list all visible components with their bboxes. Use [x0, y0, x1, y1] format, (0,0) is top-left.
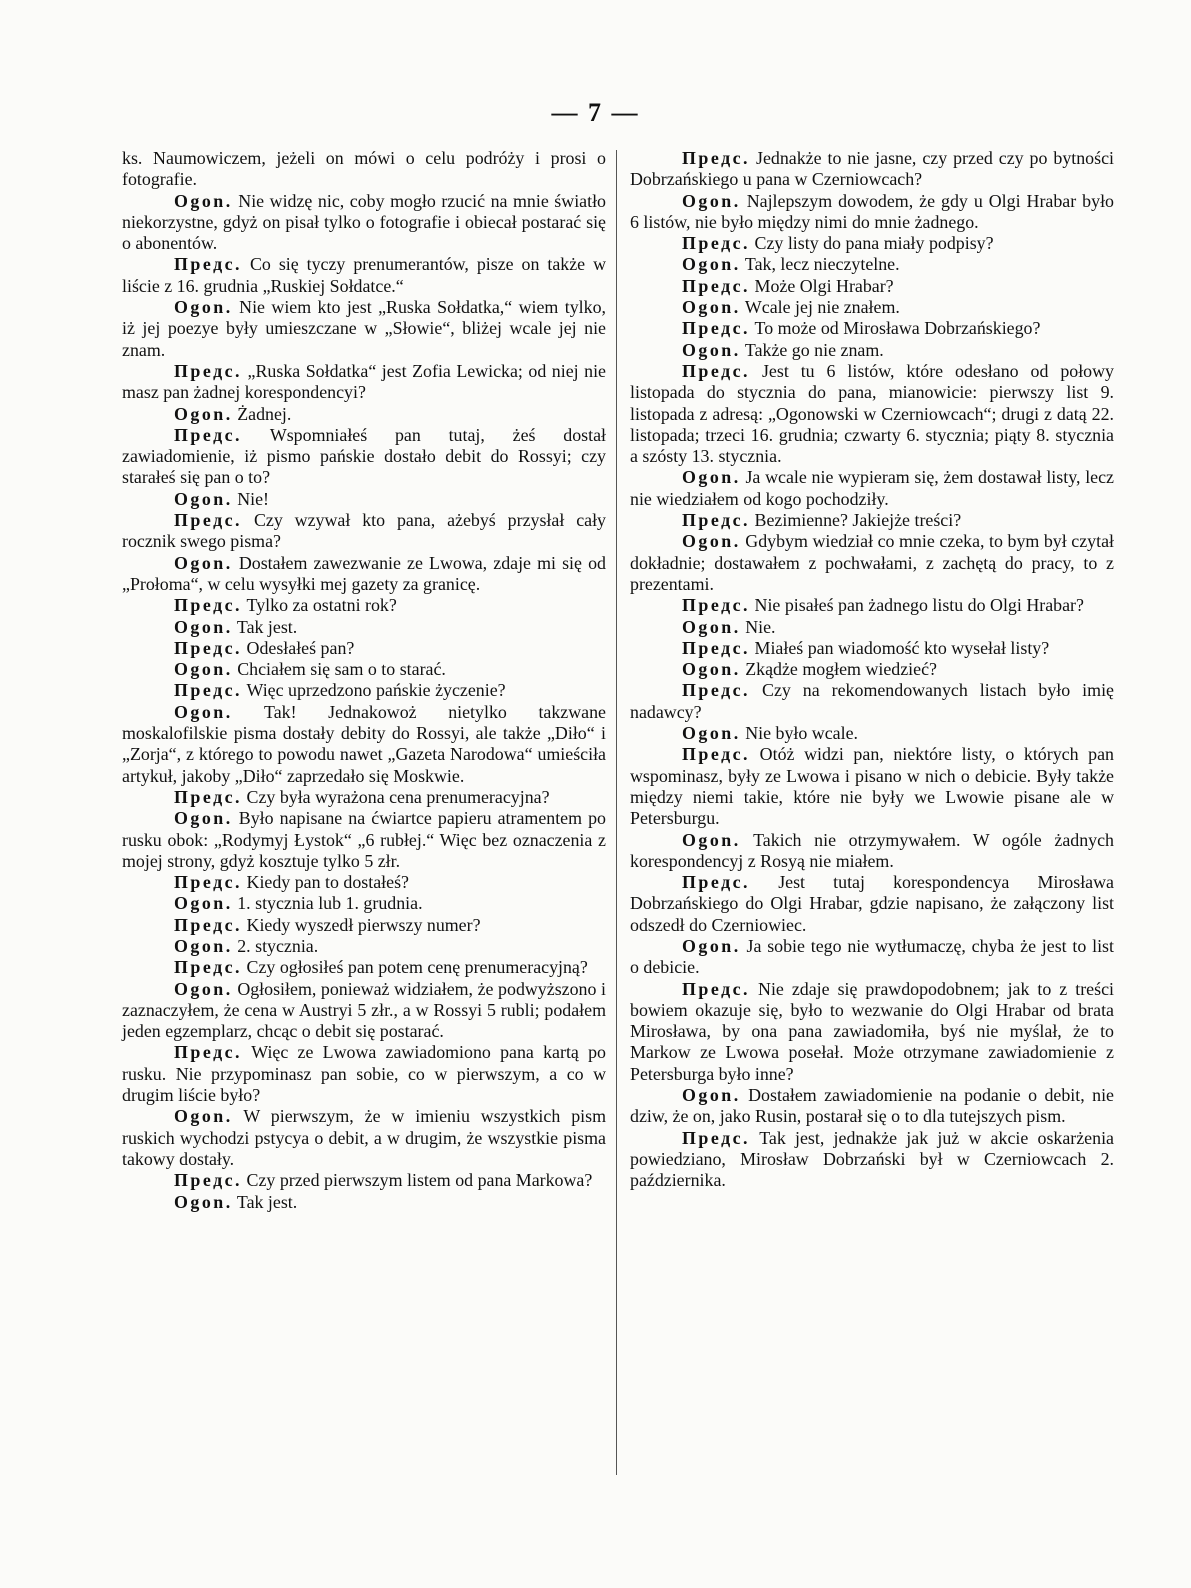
paragraph-text: Nie zdaje się prawdopodobnem; jak to z treści bowiem okazuje się, było to wezwanie do Olgi Hrabar od brata Mirosława, by ona pana zawiadomiła, byś nie myślał, że to Markow ze Lwowa posełał. Może otrzymane zawiadomienie z Petersburga było inne? [630, 978, 1114, 1084]
speaker-label: Ogon. [682, 254, 741, 275]
speaker-label: Предс. [174, 360, 243, 381]
paragraph-text: Kiedy pan to dostałeś? [246, 872, 409, 893]
paragraph [122, 1106, 606, 1170]
paragraph [122, 979, 606, 1043]
paragraph-text: Nie. [745, 616, 776, 637]
paragraph [630, 318, 1114, 339]
speaker-label: Ogon. [174, 1106, 233, 1127]
paragraph [630, 1085, 1114, 1128]
speaker-label: Предс. [174, 424, 243, 445]
paragraph [122, 638, 606, 659]
speaker-label: Ogon. [174, 190, 233, 211]
paragraph-text: Tylko za ostatni rok? [246, 595, 397, 616]
paragraph [630, 936, 1114, 979]
paragraph [630, 638, 1114, 659]
paragraph [122, 425, 606, 489]
speaker-label: Ogon. [174, 616, 233, 637]
paragraph-text: Tak jest. [236, 1191, 298, 1212]
paragraph [630, 531, 1114, 595]
paragraph-text: Gdybym wiedział co mnie czeka, to bym był czytał dokładnie; dostawałem z pochwałami, z zachętą do pracy, to z prezentami. [630, 531, 1114, 594]
speaker-label: Предс. [174, 914, 243, 935]
paragraph-text: Nie widzę nic, coby mogło rzucić na mnie światło niekorzystne, gdyż on pisał tylko o fotografie i obiecał postarać się o abonentów. [122, 190, 606, 254]
paragraph-text: Dostałem zawiadomienie na podanie o debit, nie dziw, że on, jako Rusin, postarał się o to dla tutejszych pism. [630, 1085, 1114, 1127]
paragraph [122, 872, 606, 893]
paragraph-text: „Ruska Sołdatka“ jest Zofia Lewicka; od niej nie masz pan żadnej korespondencyi? [122, 360, 606, 403]
paragraph [630, 276, 1114, 297]
paragraph-text: Dostałem zawezwanie ze Lwowa, zdaje mi się od „Prołoma“, w celu wysyłki mej gazety za granicę. [122, 552, 606, 594]
speaker-label: Ogon. [174, 935, 233, 956]
paragraph-text: Czy przed pierwszym listem od pana Markowa? [246, 1170, 593, 1191]
paragraph-text: Co się tyczy prenumerantów, pisze on także w liście z 16. grudnia „Ruskiej Sołdatce.“ [122, 254, 606, 296]
paragraph-text: Wcale jej nie znałem. [744, 297, 900, 318]
column-divider [616, 150, 617, 1475]
paragraph-text: Może Olgi Hrabar? [754, 275, 894, 296]
speaker-label: Ogon. [682, 616, 741, 637]
paragraph-text: Tak! Jednakowoż nietylko takzwane moskalofilskie pisma dostały debity do Rossyi, ale także „Diło“ i „Zorja“, z którego to powodu nawet „Gazeta Narodowa“ umieściła artykuł, jakoby „Diło“ zaprzedało się Moskwie. [122, 701, 606, 786]
speaker-label: Ogon. [682, 339, 741, 360]
paragraph-text: ks. Naumowiczem, jeżeli on mówi o celu podróży i prosi o fotografie. [122, 148, 606, 190]
paragraph [122, 404, 606, 425]
paragraph [630, 254, 1114, 275]
speaker-label: Ogon. [174, 552, 233, 573]
paragraph [122, 489, 606, 510]
speaker-label: Предс. [174, 1170, 243, 1191]
paragraph [630, 872, 1114, 936]
speaker-label: Предс. [682, 680, 751, 701]
speaker-label: Ogon. [682, 531, 741, 552]
paragraph-text: Więc uprzedzono pańskie życzenie? [246, 680, 506, 701]
speaker-label: Предс. [682, 872, 751, 893]
speaker-label: Ogon. [682, 935, 741, 956]
paragraph [630, 617, 1114, 638]
paragraph-text: Nie! [237, 488, 270, 509]
paragraph-text: Ogłosiłem, ponieważ widziałem, że podwyższono i zaznaczyłem, że cena w Austryi 5 złr., a w Rossyi 5 rubli; podałem jeden egzemplarz, chcąc o debit się postarać. [122, 978, 606, 1042]
paragraph [630, 510, 1114, 531]
paragraph [122, 254, 606, 297]
paragraph [630, 297, 1114, 318]
speaker-label: Ogon. [682, 297, 741, 318]
paragraph [122, 1192, 606, 1213]
paragraph-text: Było napisane na ćwiartce papieru atramentem po rusku obok: „Rodymyj Łystok“ „6 rubłej.“ Więc bez oznaczenia z mojej strony, gdyż kosztuje tylko 5 złr. [122, 808, 606, 871]
speaker-label: Ogon. [682, 1085, 741, 1106]
speaker-label: Предс. [682, 148, 751, 168]
speaker-label: Предс. [682, 744, 751, 765]
speaker-label: Предс. [174, 254, 243, 275]
paragraph-text: Nie pisałeś pan żadnego listu do Olgi Hrabar? [754, 595, 1084, 616]
paragraph [122, 808, 606, 872]
paragraph-text: Zkądże mogłem wiedzieć? [745, 659, 937, 680]
speaker-label: Предс. [174, 957, 243, 978]
paragraph-text: Nie wiem kto jest „Ruska Sołdatka,“ wiem tylko, iż jej poezye były umieszczane w „Słowie“, bliżej wcale jej nie znam. [122, 297, 606, 360]
paragraph [630, 830, 1114, 873]
paragraph-text: Jest tu 6 listów, które odesłano od połowy listopada do stycznia do pana, mianowicie: pierwszy list 9. listopada z adresą: „Ogonowski w Czerniowcach“; drugi z datą 22. listopada; trzeci 16. grudnia; czwarty 6. stycznia; piąty 8. stycznia a szósty 13. stycznia. [630, 360, 1114, 467]
paragraph [630, 148, 1114, 191]
paragraph-text: To może od Mirosława Dobrzańskiego? [754, 318, 1041, 339]
speaker-label: Предс. [174, 595, 243, 616]
speaker-label: Предс. [682, 233, 751, 254]
speaker-label: Ogon. [682, 467, 741, 488]
speaker-label: Ogon. [174, 297, 233, 318]
paragraph [122, 1042, 606, 1106]
paragraph [630, 1128, 1114, 1192]
speaker-label: Предс. [174, 637, 243, 658]
paragraph [122, 510, 606, 553]
speaker-label: Ogon. [682, 829, 741, 850]
paragraph [122, 659, 606, 680]
speaker-label: Ogon. [174, 1191, 233, 1212]
paragraph [122, 148, 606, 191]
page-number: — 7 — [551, 98, 640, 127]
speaker-label: Предс. [682, 275, 751, 296]
speaker-label: Предс. [682, 510, 751, 531]
paragraph [122, 617, 606, 638]
speaker-label: Предс. [682, 595, 751, 616]
paragraph [122, 361, 606, 404]
paragraph-text: 2. stycznia. [237, 935, 319, 956]
paragraph [122, 1170, 606, 1191]
speaker-label: Предс. [174, 1042, 243, 1063]
paragraph-text: Więc ze Lwowa zawiadomiono pana kartą po rusku. Nie przypominasz pan sobie, co w pierwszym, a co w drugim liście było? [122, 1042, 606, 1106]
speaker-label: Предс. [174, 786, 243, 807]
right-column [630, 148, 1114, 1192]
speaker-label: Ogon. [682, 659, 741, 680]
paragraph-text: Najlepszym dowodem, że gdy u Olgi Hrabar było 6 listów, nie było między nimi do mnie żadnego. [630, 190, 1114, 232]
paragraph-text: Chciałem się sam o to starać. [237, 659, 446, 680]
paragraph-text: Otóż widzi pan, niektóre listy, o których pan wspominasz, były ze Lwowa i pisano w nich o debicie. Były także między niemi takie, które nie były we Lwowie pisane ale w Petersburgu. [630, 744, 1114, 829]
paragraph-text: W pierwszym, że w imieniu wszystkich pism ruskich wychodzi pstycya o debit, a w drugim, że wszystkie pisma takowy dostały. [122, 1106, 606, 1169]
speaker-label: Ogon. [174, 808, 233, 829]
paragraph-text: Jest tutaj korespondencya Mirosława Dobrzańskiego do Olgi Hrabar, gdzie napisano, że załączony list odszedł do Czerniowiec. [630, 872, 1114, 935]
paragraph [122, 553, 606, 596]
speaker-label: Ogon. [682, 190, 741, 211]
speaker-label: Ogon. [174, 488, 233, 509]
paragraph [630, 680, 1114, 723]
speaker-label: Ogon. [174, 659, 233, 680]
paragraph-text: 1. stycznia lub 1. grudnia. [237, 893, 423, 914]
paragraph-text: Ja sobie tego nie wytłumaczę, chyba że jest to list o debicie. [630, 935, 1114, 978]
paragraph [122, 936, 606, 957]
paragraph-text: Także go nie znam. [744, 339, 884, 360]
speaker-label: Ogon. [682, 723, 741, 744]
speaker-label: Ogon. [174, 701, 233, 722]
paragraph [630, 723, 1114, 744]
speaker-label: Ogon. [174, 403, 233, 424]
paragraph-text: Tak jest. [236, 616, 298, 637]
speaker-label: Предс. [174, 510, 243, 531]
paragraph [122, 957, 606, 978]
speaker-label: Ogon. [174, 978, 233, 999]
paragraph-text: Odesłałeś pan? [246, 637, 355, 658]
paragraph [630, 659, 1114, 680]
paragraph-text: Czy wzywał kto pana, ażebyś przysłał cały rocznik swego pisma? [122, 510, 606, 552]
paragraph [630, 744, 1114, 829]
paragraph [122, 297, 606, 361]
paragraph [122, 915, 606, 936]
paragraph [122, 191, 606, 255]
paragraph-text: Tak, lecz nieczytelne. [744, 254, 900, 275]
paragraph [122, 787, 606, 808]
paragraph [122, 702, 606, 787]
paragraph-text: Miałeś pan wiadomość kto wysełał listy? [754, 637, 1050, 658]
left-column [122, 148, 606, 1213]
speaker-label: Предс. [682, 978, 751, 999]
speaker-label: Предс. [682, 1127, 751, 1148]
paragraph-text: Czy była wyrażona cena prenumeracyjna? [246, 786, 550, 807]
paragraph-text: Nie było wcale. [745, 723, 858, 744]
paragraph [630, 979, 1114, 1085]
paragraph-text: Takich nie otrzymywałem. W ogóle żadnych korespondencyj z Rosyą nie miałem. [630, 829, 1115, 871]
paragraph-text: Jednakże to nie jasne, czy przed czy po bytności Dobrzańskiego u pana w Czerniowcach? [630, 148, 1114, 190]
paragraph-text: Kiedy wyszedł pierwszy numer? [246, 914, 481, 935]
paragraph-text: Żadnej. [237, 403, 292, 424]
paragraph [122, 680, 606, 701]
paragraph [630, 191, 1114, 234]
speaker-label: Предс. [682, 360, 751, 381]
paragraph [630, 340, 1114, 361]
speaker-label: Предс. [682, 637, 751, 658]
paragraph [122, 595, 606, 616]
paragraph-text: Ja wcale nie wypieram się, żem dostawał listy, lecz nie wiedziałem od kogo pochodziły. [630, 467, 1114, 509]
paragraph [630, 595, 1114, 616]
speaker-label: Предс. [174, 872, 243, 893]
paragraph [630, 467, 1114, 510]
paragraph [122, 893, 606, 914]
paragraph-text: Wspomniałeś pan tutaj, żeś dostał zawiadomienie, iż pismo pańskie dostało debit do Rossyi; czy starałeś się pan o to? [122, 424, 606, 488]
paragraph-text: Czy na rekomendowanych listach było imię nadawcy? [630, 680, 1114, 722]
paragraph [630, 233, 1114, 254]
paragraph-text: Tak jest, jednakże jak już w akcie oskarżenia powiedziano, Mirosław Dobrzański był w Czerniowcach 2. października. [630, 1127, 1114, 1191]
speaker-label: Предс. [174, 680, 243, 701]
speaker-label: Ogon. [174, 893, 233, 914]
paragraph [630, 361, 1114, 467]
speaker-label: Предс. [682, 318, 751, 339]
paragraph-text: Czy listy do pana miały podpisy? [754, 233, 994, 254]
paragraph-text: Czy ogłosiłeś pan potem cenę prenumeracyjną? [246, 957, 588, 978]
paragraph-text: Bezimienne? Jakiejże treści? [754, 510, 962, 531]
